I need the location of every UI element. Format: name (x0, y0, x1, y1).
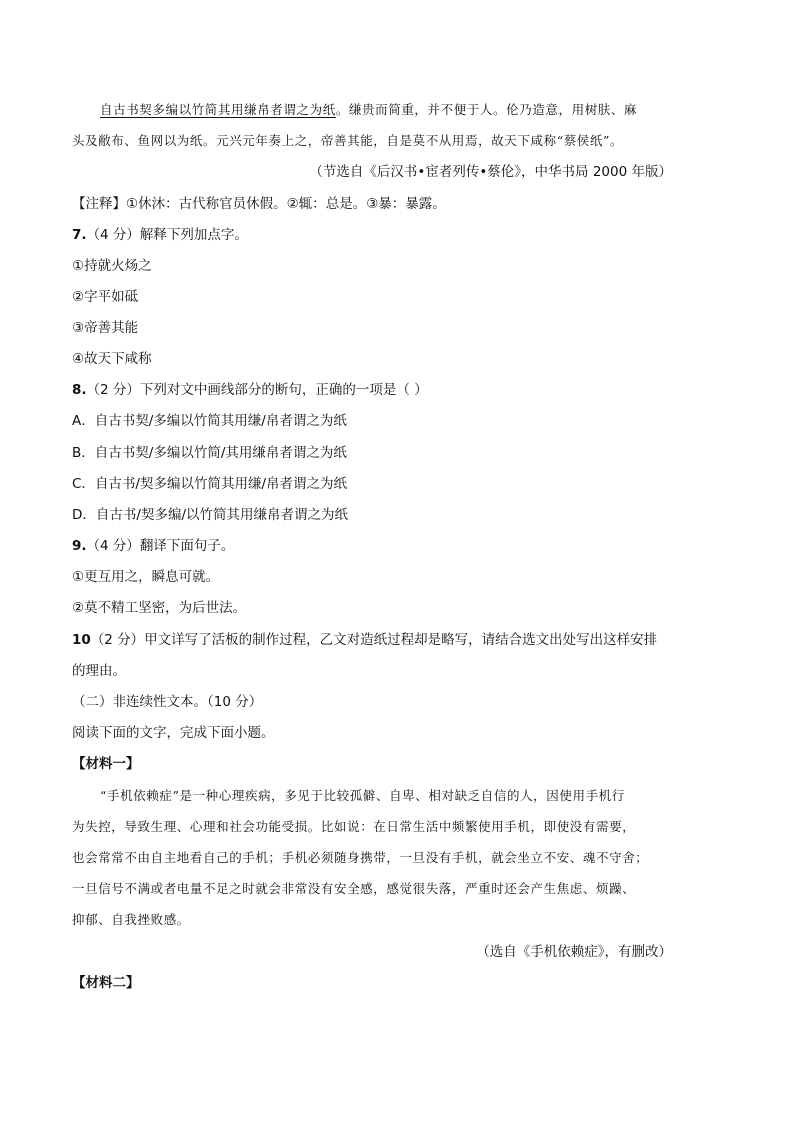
question-9-number: 9. (72, 538, 87, 554)
question-10-text-cont: 的理由。 (72, 663, 126, 679)
option-text: 自古书契/多编以竹简其用缣/帛者谓之为纸 (94, 413, 347, 429)
question-8-option-a (72, 411, 347, 431)
question-10-number: 10 (72, 632, 91, 648)
question-8 (72, 380, 428, 400)
option-text: 自古书/契多编/以竹简其用缣帛者谓之为纸 (95, 507, 349, 523)
question-8-option-b (72, 443, 347, 463)
question-7-item: ③帝善其能 (72, 320, 139, 336)
material-1-label: 【材料一】 (72, 756, 140, 772)
question-9 (72, 536, 234, 556)
note-text: ①休沐：古代称官员休假。②辄：总是。③暴：暴露。 (126, 196, 446, 212)
question-8-option-c (72, 474, 347, 494)
note-label: 【注释】 (72, 196, 126, 212)
material-1-source: （选自《手机依赖症》，有删改） (476, 944, 672, 960)
question-7-number: 7. (72, 227, 87, 243)
material-1-line: 为失控，导致生理、心理和社会功能受损。比如说：在日常生活中频繁使用手机，即使没有需要， (72, 819, 636, 834)
option-letter: C． (72, 476, 95, 492)
question-9-item: ②莫不精工坚密，为后世法。 (72, 600, 247, 616)
question-8-text: （2 分）下列对文中画线部分的断句，正确的一项是（ ） (86, 382, 428, 398)
question-8-number: 8. (72, 382, 87, 398)
passage-line-1 (100, 100, 637, 120)
question-9-text: （4 分）翻译下面句子。 (86, 538, 235, 554)
passage-line-2: 头及敝布、鱼网以为纸。元兴元年奏上之，帝善其能，自是莫不从用焉，故天下咸称“蔡侯纸”。 (72, 133, 624, 148)
option-letter: B． (72, 445, 95, 461)
material-1-line: 抑郁、自我挫败感。 (72, 912, 190, 927)
question-7-item: ①持就火炀之 (72, 258, 152, 274)
option-text: 自古书契/多编以竹简/其用缣帛者谓之为纸 (94, 445, 347, 461)
section-2-heading: （二）非连续性文本。（10 分） (72, 694, 263, 710)
question-9-item: ①更互用之，瞬息可就。 (72, 569, 220, 585)
question-10 (72, 630, 657, 650)
passage-line-1-rest: 。缣贵而简重，并不便于人。伦乃造意，用树肤、麻 (335, 102, 638, 117)
section-2-instruction: 阅读下面的文字，完成下面小题。 (72, 725, 275, 741)
note (72, 194, 446, 214)
passage-source: （节选自《后汉书•宦者列传•蔡伦》，中华书局 2000 年版） (309, 164, 672, 180)
material-1-line: “手机依赖症”是一种心理疾病，多见于比较孤僻、自卑、相对缺乏自信的人，因使用手机行 (100, 788, 625, 803)
underlined-sentence: 自古书契多编以竹简其用缣帛者谓之为纸 (100, 102, 336, 117)
option-letter: A． (72, 413, 95, 429)
material-1-line: 一旦信号不满或者电量不足之时就会非常没有安全感，感觉很失落，严重时还会产生焦虑、烦躁、 (72, 881, 636, 896)
option-letter: D． (72, 507, 96, 523)
option-text: 自古书/契多编以竹简其用缣/帛者谓之为纸 (94, 476, 348, 492)
material-2-label: 【材料二】 (72, 975, 140, 991)
question-7-item: ②字平如砥 (72, 289, 139, 305)
question-10-text: （2 分）甲文详写了活板的制作过程，乙文对造纸过程却是略写，请结合选文出处写出这样安排 (90, 632, 658, 648)
question-8-option-d (72, 505, 348, 525)
question-7-text: （4 分）解释下列加点字。 (86, 227, 248, 243)
material-1-line: 也会常常不由自主地看自己的手机；手机必须随身携带，一旦没有手机，就会坐立不安、魂不守舍； (72, 850, 649, 865)
question-7-item: ④故天下咸称 (72, 351, 152, 367)
question-7 (72, 225, 248, 245)
